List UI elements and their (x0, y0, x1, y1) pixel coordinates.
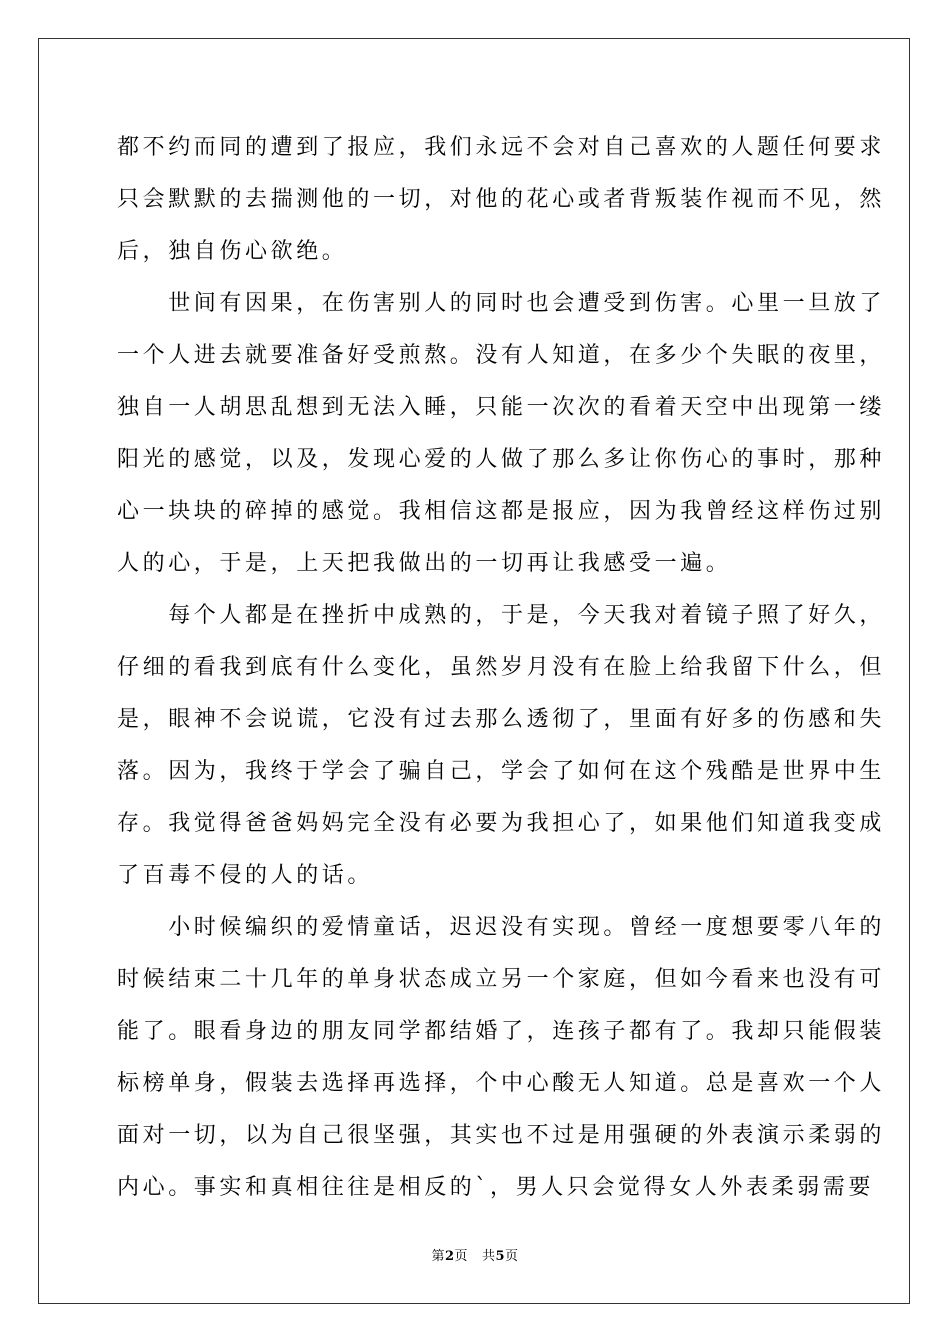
total-pages: 5 (495, 1249, 506, 1264)
text-line: 存。我觉得爸爸妈妈完全没有必要为我担心了，如果他们知道我变成 (117, 811, 886, 836)
text-line: 心一块块的碎掉的感觉。我相信这都是报应，因为我曾经这样伤过别 (117, 499, 886, 524)
page-number: 2 (444, 1249, 455, 1264)
page-footer (0, 1248, 950, 1266)
text-line: 人的心，于是，上天把我做出的一切再让我感受一遍。 (117, 551, 732, 576)
text-line: 只会默默的去揣测他的一切，对他的花心或者背叛装作视而不见，然 (117, 187, 886, 212)
text-line: 能了。眼看身边的朋友同学都结婚了，连孩子都有了。我却只能假装 (117, 1019, 886, 1044)
text-line: 世间有因果，在伤害别人的同时也会遭受到伤害。心里一旦放了 (117, 291, 886, 316)
text-line: 都不约而同的遭到了报应，我们永远不会对自己喜欢的人题任何要求 (117, 135, 886, 160)
text-line: 标榜单身，假装去选择再选择，个中心酸无人知道。总是喜欢一个人 (117, 1071, 886, 1096)
text-line: 一个人进去就要准备好受煎熬。没有人知道，在多少个失眠的夜里， (117, 343, 886, 368)
text-line: 后，独自伤心欲绝。 (117, 239, 348, 264)
text-line: 阳光的感觉，以及，发现心爱的人做了那么多让你伤心的事时，那种 (117, 447, 886, 472)
text-line: 落。因为，我终于学会了骗自己，学会了如何在这个残酷是世界中生 (117, 759, 886, 784)
page-prefix: 第 (431, 1249, 445, 1264)
text-line: 面对一切，以为自己很坚强，其实也不过是用强硬的外表演示柔弱的 (117, 1123, 886, 1148)
text-line: 是，眼神不会说谎，它没有过去那么透彻了，里面有好多的伤感和失 (117, 707, 886, 732)
page-suffix: 页 (454, 1249, 469, 1264)
text-line: 每个人都是在挫折中成熟的，于是，今天我对着镜子照了好久， (117, 603, 886, 628)
text-line: 内心。事实和真相往往是相反的`，男人只会觉得女人外表柔弱需要 (117, 1175, 875, 1200)
text-line: 了百毒不侵的人的话。 (117, 863, 374, 888)
text-line: 小时候编织的爱情童话，迟迟没有实现。曾经一度想要零八年的 (117, 915, 886, 940)
text-line: 独自一人胡思乱想到无法入睡，只能一次次的看着天空中出现第一缕 (117, 395, 886, 420)
total-prefix: 共 (481, 1249, 496, 1264)
total-suffix: 页 (505, 1249, 519, 1264)
text-line: 时候结束二十几年的单身状态成立另一个家庭，但如今看来也没有可 (117, 967, 886, 992)
text-line: 仔细的看我到底有什么变化，虽然岁月没有在脸上给我留下什么，但 (117, 655, 886, 680)
